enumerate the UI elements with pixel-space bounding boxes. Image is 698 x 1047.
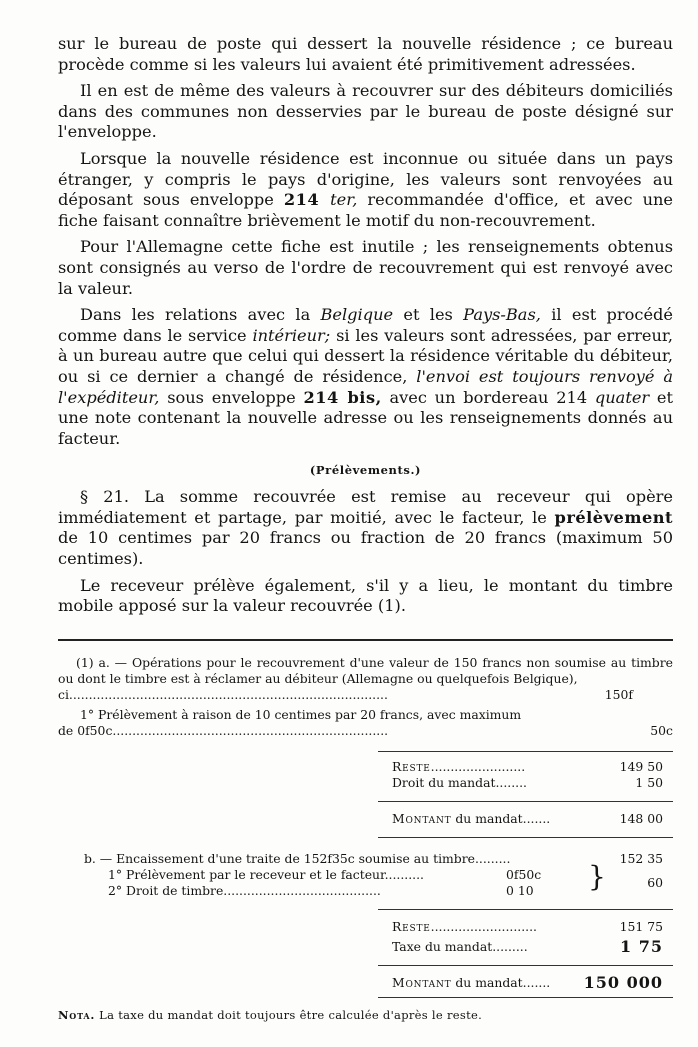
paragraph-5: Dans les relations avec la Belgique et les Pays-Bas, il est procédé comme dans le service intérieur; si les valeurs sont adressées, par erreur, à un bureau autre que celui qui dessert la résidence véritable du débiteur, ou si ce dernier a changé de résidence, l'envoi est toujours renvoyé à l'expéditeur, sous enveloppe 214 bis, avec un bordereau 214 quater et une note contenant la nouvelle adresse ou les renseignements donnés au facteur. [58, 305, 673, 448]
paragraph-3: Lorsque la nouvelle résidence est inconnue ou située dans un pays étranger, y compris le pays d'origine, les valeurs sont renvoyées au déposant sous enveloppe 214 ter, recommandée d'office, et avec une fiche faisant connaître brièvement le motif du non-recouvrement. [58, 148, 673, 230]
paragraph-1: sur le bureau de poste qui dessert la nouvelle résidence ; ce bureau procède comme si les valeurs lui avaient été primitivement adressées. [58, 34, 673, 74]
footnote-b-taxe: Taxe du mandat......... 1 75 [392, 936, 663, 956]
footnote-a-montant: Montant du mandat....... 148 00 [392, 810, 663, 826]
footnote-b-1: 1° Prélèvement par le receveur et le facteur.......... 0f50c } [108, 859, 606, 893]
footnote-divider [58, 639, 673, 641]
section-heading: (Prélèvements.) [309, 463, 422, 478]
footnote [58, 655, 673, 1023]
nota: Nota. La taxe du mandat doit toujours être calculée d'après le reste. [58, 1007, 483, 1022]
document-page [58, 34, 673, 1023]
footnote-a-ci: ci................................................................................. 150f [58, 686, 633, 702]
brace-icon: } [588, 859, 606, 893]
footnote-a-droit: Droit du mandat........ 1 50 [392, 774, 663, 790]
footnote-a-reste: Reste........................ 149 50 [392, 758, 663, 774]
footnote-a-prel-2: de 0f50c...................................................................... 50c [58, 722, 673, 738]
footnote-b-2: 2° Droit de timbre........................................ 0 10 60 [108, 874, 663, 898]
footnote-a-prel-1: 1° Prélèvement à raison de 10 centimes par 20 francs, avec maximum [80, 706, 522, 722]
footnote-b-montant: Montant du mandat....... 150 000 [392, 972, 663, 992]
footnote-b-intro: b. — Encaissement d'une traite de 152f35c soumise au timbre......... 152 35 [84, 850, 663, 866]
paragraph-4: Pour l'Allemagne cette fiche est inutile ; les renseignements obtenus sont consignés au verso de l'ordre de recouvrement qui est renvoyé avec la valeur. [58, 237, 673, 298]
footnote-a-intro: (1) a. — Opérations pour le recouvrement d'une valeur de 150 francs non soumise au timbre ou dont le timbre est à réclamer au débiteur (Allemagne ou quelquefois Belgique), [58, 654, 673, 686]
section-21-cont: Le receveur prélève également, s'il y a lieu, le montant du timbre mobile apposé sur la valeur recouvrée (1). [58, 575, 673, 616]
paragraph-2: Il en est de même des valeurs à recouvrer sur des débiteurs domiciliés dans des communes non desservies par le bureau de poste désigné sur l'enveloppe. [58, 81, 673, 142]
section-21: § 21. La somme recouvrée est remise au receveur qui opère immédiatement et partage, par moitié, avec le facteur, le prélèvement de 10 centimes par 20 francs ou fraction de 20 francs (maximum 50 centimes). [58, 487, 673, 569]
footnote-b-reste: Reste........................... 151 75 [392, 918, 663, 934]
